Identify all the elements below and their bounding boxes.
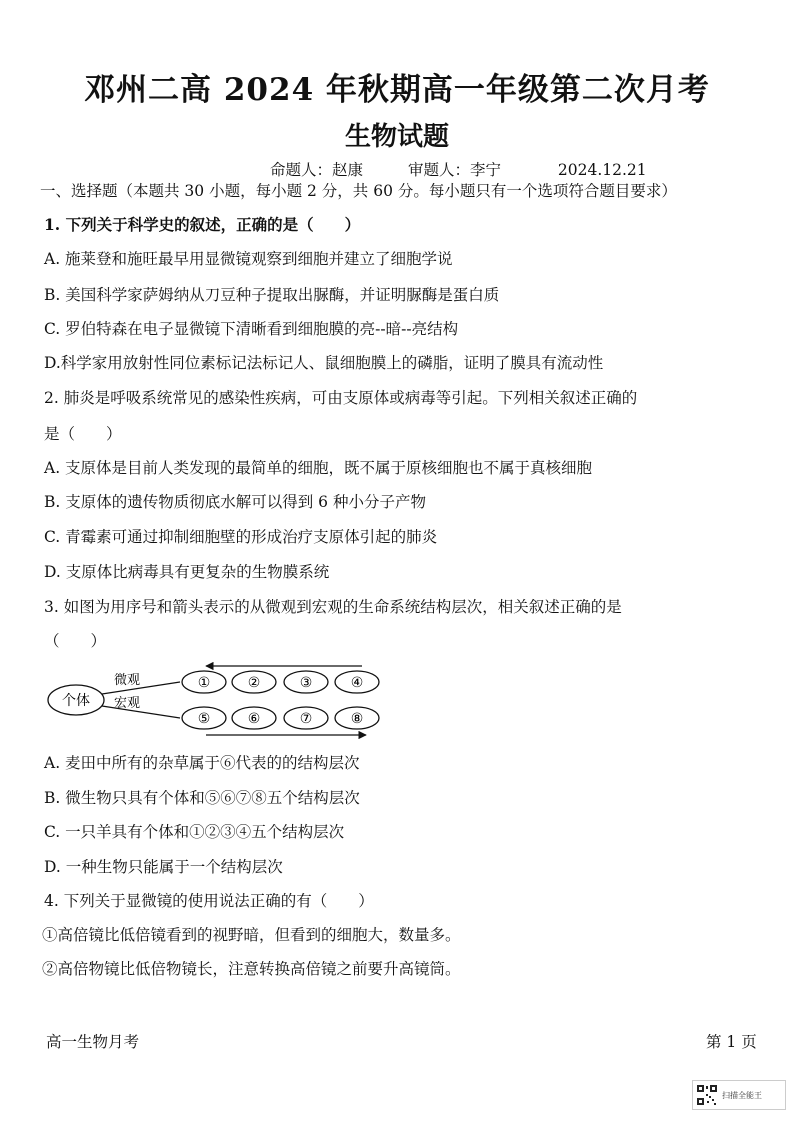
q3-paren: （ ） [44,632,107,650]
node-7: ⑦ [299,711,313,727]
scanner-label: 扫描全能王 [722,1090,762,1100]
macro-label: 宏观 [114,696,141,711]
q3-option-d: D. 一种生物只能属于一个结构层次 [44,858,283,876]
q3-option-c: C. 一只羊具有个体和①②③④五个结构层次 [44,823,345,841]
exam-date: 2024.12.21 [557,161,647,179]
q2-stem-line2: 是（ ） [44,425,122,443]
author: 命题人：赵康 [270,161,364,179]
bottom-nodes [182,707,379,729]
q1-option-b: B. 美国科学家萨姆纳从刀豆种子提取出脲酶，并证明脲酶是蛋白质 [44,286,500,304]
exam-title: 邓州二高 2024 年秋期高一年级第二次月考 [84,72,710,108]
q4-statement-2: ②高倍物镜比低倍物镜长，注意转换高倍镜之前要升高镜筒。 [42,960,461,978]
q1-option-a: A. 施莱登和施旺最早用显微镜观察到细胞并建立了细胞学说 [44,250,453,268]
section-heading: 一、选择题（本题共 30 小题，每小题 2 分，共 60 分。每小题只有一个选项符合题目要求） [40,182,677,200]
node-2: ② [247,675,261,691]
q4-statement-1: ①高倍镜比低倍镜看到的视野暗，但看到的细胞大，数量多。 [42,926,461,944]
footer-page-number: 第 1 页 [706,1033,757,1051]
q2-option-a: A. 支原体是目前人类发现的最简单的细胞，既不属于原核细胞也不属于真核细胞 [44,459,593,477]
q2-option-c: C. 青霉素可通过抑制细胞壁的形成治疗支原体引起的肺炎 [44,528,438,546]
q2-option-d: D. 支原体比病毒具有更复杂的生物膜系统 [44,563,330,581]
reviewer: 审题人：李宁 [407,161,501,179]
q3-stem: 3. 如图为用序号和箭头表示的从微观到宏观的生命系统结构层次，相关叙述正确的是 [44,598,622,616]
qr-code-icon [696,1084,718,1106]
scanner-watermark [692,1080,786,1110]
q1-option-c: C. 罗伯特森在电子显微镜下清晰看到细胞膜的亮--暗--亮结构 [44,320,459,338]
micro-label: 微观 [114,673,141,688]
q3-option-a: A. 麦田中所有的杂草属于⑥代表的的结构层次 [44,754,360,772]
q3-option-b: B. 微生物只具有个体和⑤⑥⑦⑧五个结构层次 [44,789,360,807]
node-8: ⑧ [350,711,364,727]
q2-option-b: B. 支原体的遗传物质彻底水解可以得到 6 种小分子产物 [44,493,426,511]
node-4: ④ [350,675,364,691]
node-3: ③ [299,675,313,691]
q2-stem-line1: 2. 肺炎是呼吸系统常见的感染性疾病，可由支原体或病毒等引起。下列相关叙述正确的 [44,389,638,407]
node-6: ⑥ [247,711,261,727]
exam-subtitle: 生物试题 [344,122,449,152]
q4-stem: 4. 下列关于显微镜的使用说法正确的有（ ） [44,892,374,910]
center-label: 个体 [62,693,90,709]
top-nodes [182,671,379,693]
node-1: ① [197,675,211,691]
q1-stem: 1. 下列关于科学史的叙述，正确的是（ ） [44,215,361,234]
node-5: ⑤ [197,711,211,727]
exam-meta [270,158,647,180]
life-system-diagram [44,660,384,740]
q1-option-d: D.科学家用放射性同位素标记法标记人、鼠细胞膜上的磷脂，证明了膜具有流动性 [44,354,604,372]
footer-course: 高一生物月考 [46,1033,140,1051]
